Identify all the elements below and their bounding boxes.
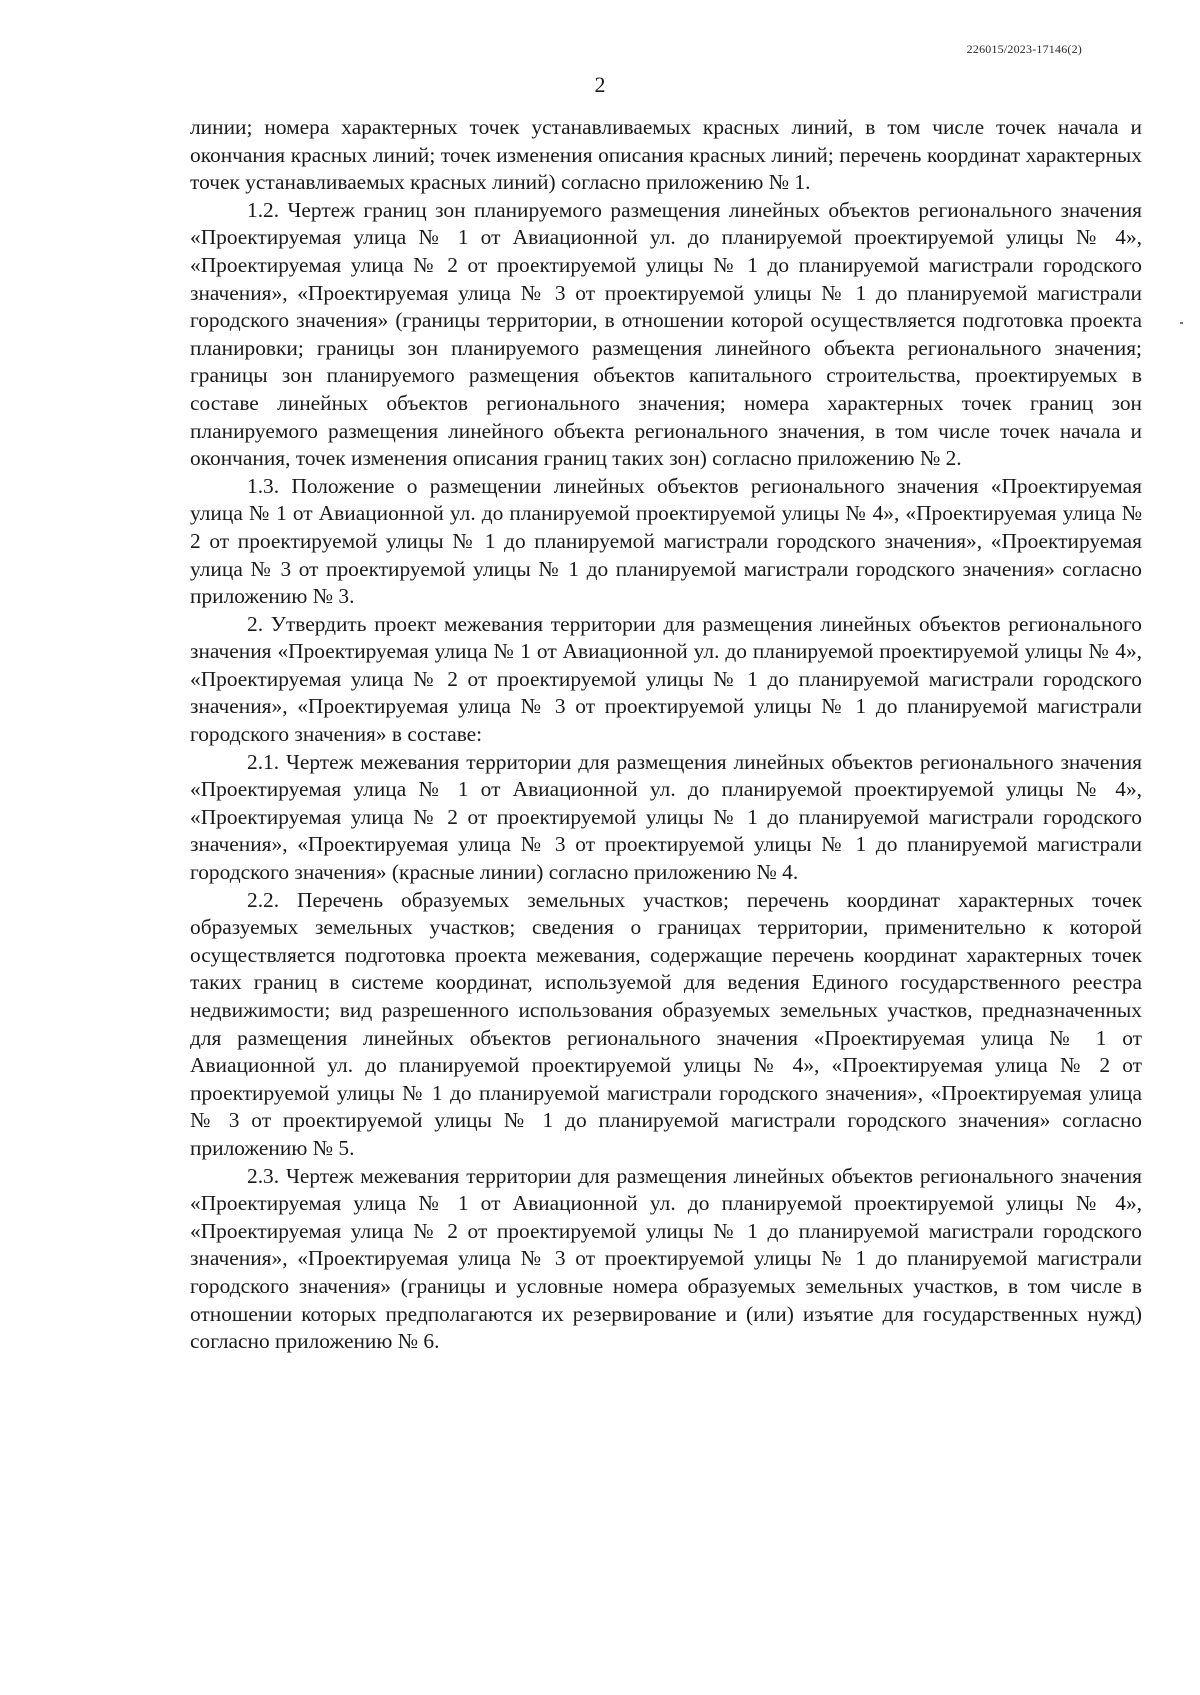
paragraph-2-3: 2.3. Чертеж межевания территории для размещения линейных объектов регионального значения «Проектируемая улица № 1 от Авиационной ул. до планируемой проектируемой улицы № 4», «Проектируемая улица № 2 от проектируемой улицы № 1 до планируемой магистрали городского значения», «Проектируемая улица № 3 от проектируемой улицы № 1 до планируемой магистрали городского значения» (границы и условные номера образуемых земельных участков, в том числе в отношении которых предполагаются их резервирование и (или) изъятие для государственных нужд) согласно приложению № 6. xyxy=(190,1163,1142,1354)
scan-artifact-mark xyxy=(1180,322,1183,324)
paragraph-2-1: 2.1. Чертеж межевания территории для размещения линейных объектов регионального значения «Проектируемая улица № 1 от Авиационной ул. до планируемой проектируемой улицы № 4», «Проектируемая улица № 2 от проектируемой улицы № 1 до планируемой магистрали городского значения», «Проектируемая улица № 3 от проектируемой улицы № 1 до планируемой магистрали городского значения» (красные линии) согласно приложению № 4. xyxy=(190,749,1142,885)
paragraph-1-3: 1.3. Положение о размещении линейных объектов регионального значения «Проектируемая улица № 1 от Авиационной ул. до планируемой проектируемой улицы № 4», «Проектируемая улица № 2 от проектируемой улицы № 1 до планируемой магистрали городского значения», «Проектируемая улица № 3 от проектируемой улицы № 1 до планируемой магистрали городского значения» согласно приложению № 3. xyxy=(190,473,1142,609)
paragraph-2-2: 2.2. Перечень образуемых земельных участков; перечень координат характерных точек образуемых земельных участков; сведения о границах территории, применительно к которой осуществляется подготовка проекта межевания, содержащие перечень координат характерных точек таких границ в системе координат, используемой для ведения Единого государственного реестра недвижимости; вид разрешенного использования образуемых земельных участков, предназначенных для размещения линейных объектов регионального значения «Проектируемая улица № 1 от Авиационной ул. до планируемой проектируемой улицы № 4», «Проектируемая улица № 2 от проектируемой улицы № 1 до планируемой магистрали городского значения», «Проектируемая улица № 3 от проектируемой улицы № 1 до планируемой магистрали городского значения» согласно приложению № 5. xyxy=(190,887,1142,1160)
document-body xyxy=(190,114,1142,1356)
paragraph-1-2: 1.2. Чертеж границ зон планируемого размещения линейных объектов регионального значения «Проектируемая улица № 1 от Авиационной ул. до планируемой проектируемой улицы № 4», «Проектируемая улица № 2 от проектируемой улицы № 1 до планируемой магистрали городского значения», «Проектируемая улица № 3 от проектируемой улицы № 1 до планируемой магистрали городского значения» (границы территории, в отношении которой осуществляется подготовка проекта планировки; границы зон планируемого размещения линейного объекта регионального значения; границы зон планируемого размещения объектов капитального строительства, проектируемых в составе линейных объектов регионального значения; номера характерных точек границ зон планируемого размещения линейного объекта регионального значения, в том числе точек начала и окончания, точек изменения описания границ таких зон) согласно приложению № 2. xyxy=(190,197,1142,471)
paragraph-2: 2. Утвердить проект межевания территории для размещения линейных объектов регионального значения «Проектируемая улица № 1 от Авиационной ул. до планируемой проектируемой улицы № 4», «Проектируемая улица № 2 от проектируемой улицы № 1 до планируемой магистрали городского значения», «Проектируемая улица № 3 от проектируемой улицы № 1 до планируемой магистрали городского значения» в составе: xyxy=(190,611,1142,747)
document-registration-number: 226015/2023-17146(2) xyxy=(966,42,1082,56)
paragraph-continuation: линии; номера характерных точек устанавливаемых красных линий, в том числе точек начала и окончания красных линий; точек изменения описания красных линий; перечень координат характерных точек устанавливаемых красных линий) согласно приложению № 1. xyxy=(190,115,1142,195)
page-number: 2 xyxy=(594,72,606,97)
